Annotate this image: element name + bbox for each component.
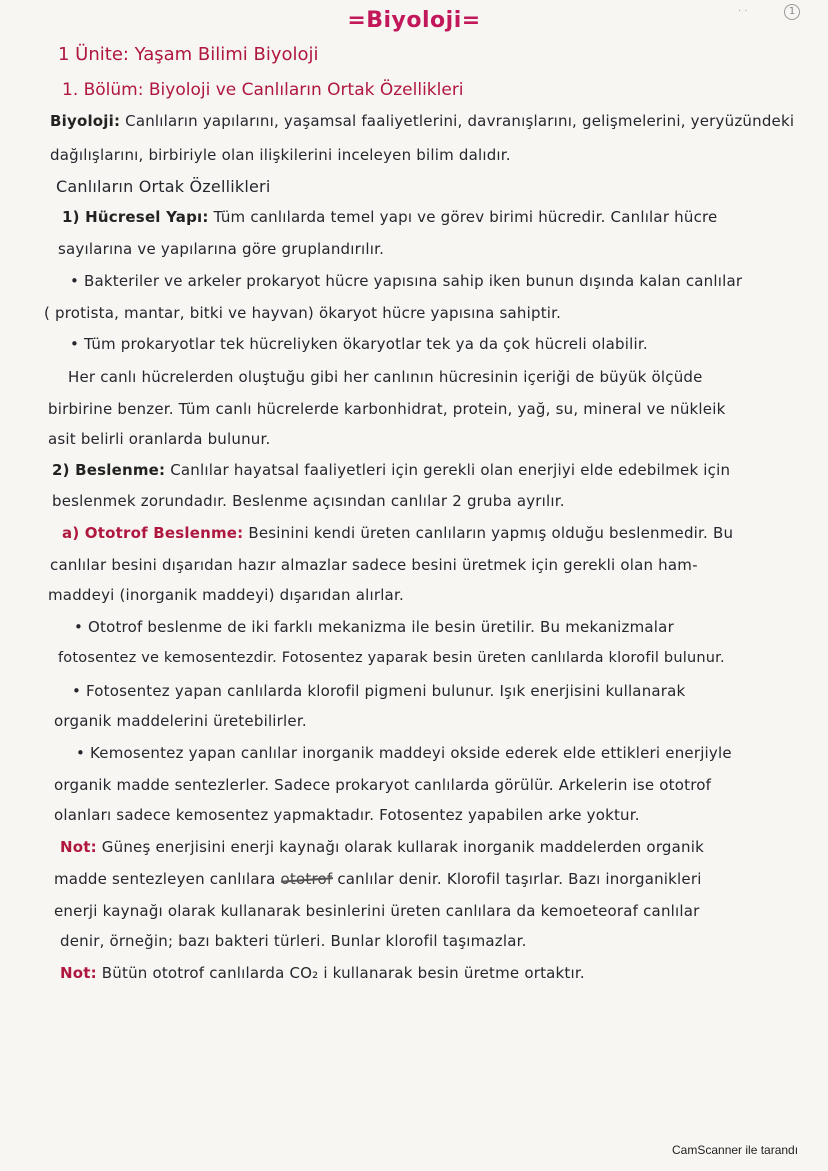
note-1-label: Not: [60,838,97,856]
corner-dots: · · [738,6,748,17]
cell-bullet-2: • Tüm prokaryotlar tek hücreliyken ökaryotlar tek ya da çok hücreli olabilir. [70,335,648,353]
definition-line-2: dağılışlarını, birbiriyle olan ilişkilerini inceleyen bilim dalıdır. [50,146,511,164]
scanner-watermark: CamScanner ile tarandı [672,1143,799,1157]
nutrition-line-2: beslenmek zorundadır. Beslenme açısından canlılar 2 gruba ayrılır. [52,492,565,510]
autotroph-label: a) Ototrof Beslenme: [62,524,244,542]
page-title: =Biyoloji= [347,8,481,33]
note-1-text-1: Güneş enerjisini enerji kaynağı olarak kullarak inorganik maddelerden organik [101,838,704,856]
co2-formula: CO₂ [289,964,319,982]
note-1-line-3: enerji kaynağı olarak kullanarak besinlerini üreten canlılara da kemoeteoraf canlılar [54,902,700,920]
cell-line-1 [62,208,717,226]
cell-para-line-3: asit belirli oranlarda bulunur. [48,430,271,448]
cell-text-1: Tüm canlılarda temel yapı ve görev birimi hücredir. Canlılar hücre [213,208,718,226]
cell-label: 1) Hücresel Yapı: [62,208,209,226]
common-features-heading: Canlıların Ortak Özellikleri [56,177,271,196]
note-1-line-4: denir, örneğin; bazı bakteri türleri. Bunlar klorofil taşımazlar. [60,932,527,950]
nutrition-line-1 [52,461,730,479]
definition-text-1: Canlıların yapılarını, yaşamsal faaliyetlerini, davranışlarını, gelişmelerini, yeryüzündeki [125,112,795,130]
cell-line-2: sayılarına ve yapılarına göre gruplandırılır. [58,240,385,258]
note-1-line-1 [60,838,704,856]
autotroph-bullet-3-line-2: organik madde sentezlerler. Sadece prokaryot canlılarda görülür. Arkelerin ise ototrof [54,776,712,794]
note-1-line-2 [54,870,702,888]
autotroph-line-2: canlılar besini dışarıdan hazır almazlar sadece besini üretmek için gerekli olan ham- [50,556,698,574]
cell-para-line-1: Her canlı hücrelerden oluştuğu gibi her canlının hücresinin içeriği de büyük ölçüde [68,368,703,386]
autotroph-bullet-3-line-1: • Kemosentez yapan canlılar inorganik maddeyi okside ederek elde ettikleri enerjiyle [76,744,732,762]
note-1-text-2a: madde sentezleyen canlılara [54,870,276,888]
note-2-text-a: Bütün ototrof canlılarda [101,964,285,982]
nutrition-label: 2) Beslenme: [52,461,166,479]
autotroph-bullet-1-line-2: fotosentez ve kemosentezdir. Fotosentez yaparak besin üreten canlılarda klorofil bulunur. [58,650,725,666]
cell-bullet-1-line-2: ( protista, mantar, bitki ve hayvan) ökaryot hücre yapısına sahiptir. [44,304,562,322]
definition-line-1 [50,112,794,130]
cell-para-line-2: birbirine benzer. Tüm canlı hücrelerde karbonhidrat, protein, yağ, su, mineral ve nükleik [48,400,726,418]
autotroph-bullet-1-line-1: • Ototrof beslenme de iki farklı mekanizma ile besin üretilir. Bu mekanizmalar [74,618,674,636]
nutrition-text-1: Canlılar hayatsal faaliyetleri için gerekli olan enerjiyi elde edebilmek için [170,461,731,479]
cell-bullet-1-line-1: • Bakteriler ve arkeler prokaryot hücre yapısına sahip iken bunun dışında kalan canlılar [70,272,743,290]
note-2-text-b: i kullanarak besin üretme ortaktır. [323,964,585,982]
autotroph-bullet-2-line-2: organik maddelerini üretebilirler. [54,712,307,730]
note-1-struck-word: ototrof [280,870,333,888]
note-2-line [60,964,585,982]
autotroph-bullet-2-line-1: • Fotosentez yapan canlılarda klorofil pigmeni bulunur. Işık enerjisini kullanarak [72,682,686,700]
note-2-label: Not: [60,964,97,982]
page-number-mark: 1 [784,4,800,20]
unit-heading: 1 Ünite: Yaşam Bilimi Biyoloji [58,44,319,65]
autotroph-line-3: maddeyi (inorganik maddeyi) dışarıdan alırlar. [48,586,404,604]
autotroph-bullet-3-line-3: olanları sadece kemosentez yapmaktadır. Fotosentez yapabilen arke yoktur. [54,806,640,824]
autotroph-text-1: Besinini kendi üreten canlıların yapmış olduğu beslenmedir. Bu [248,524,734,542]
definition-label: Biyoloji: [50,112,121,130]
section-heading: 1. Bölüm: Biyoloji ve Canlıların Ortak Özellikleri [62,80,464,100]
autotroph-line-1 [62,524,733,542]
note-1-text-2b: canlılar denir. Klorofil taşırlar. Bazı inorganikleri [337,870,702,888]
